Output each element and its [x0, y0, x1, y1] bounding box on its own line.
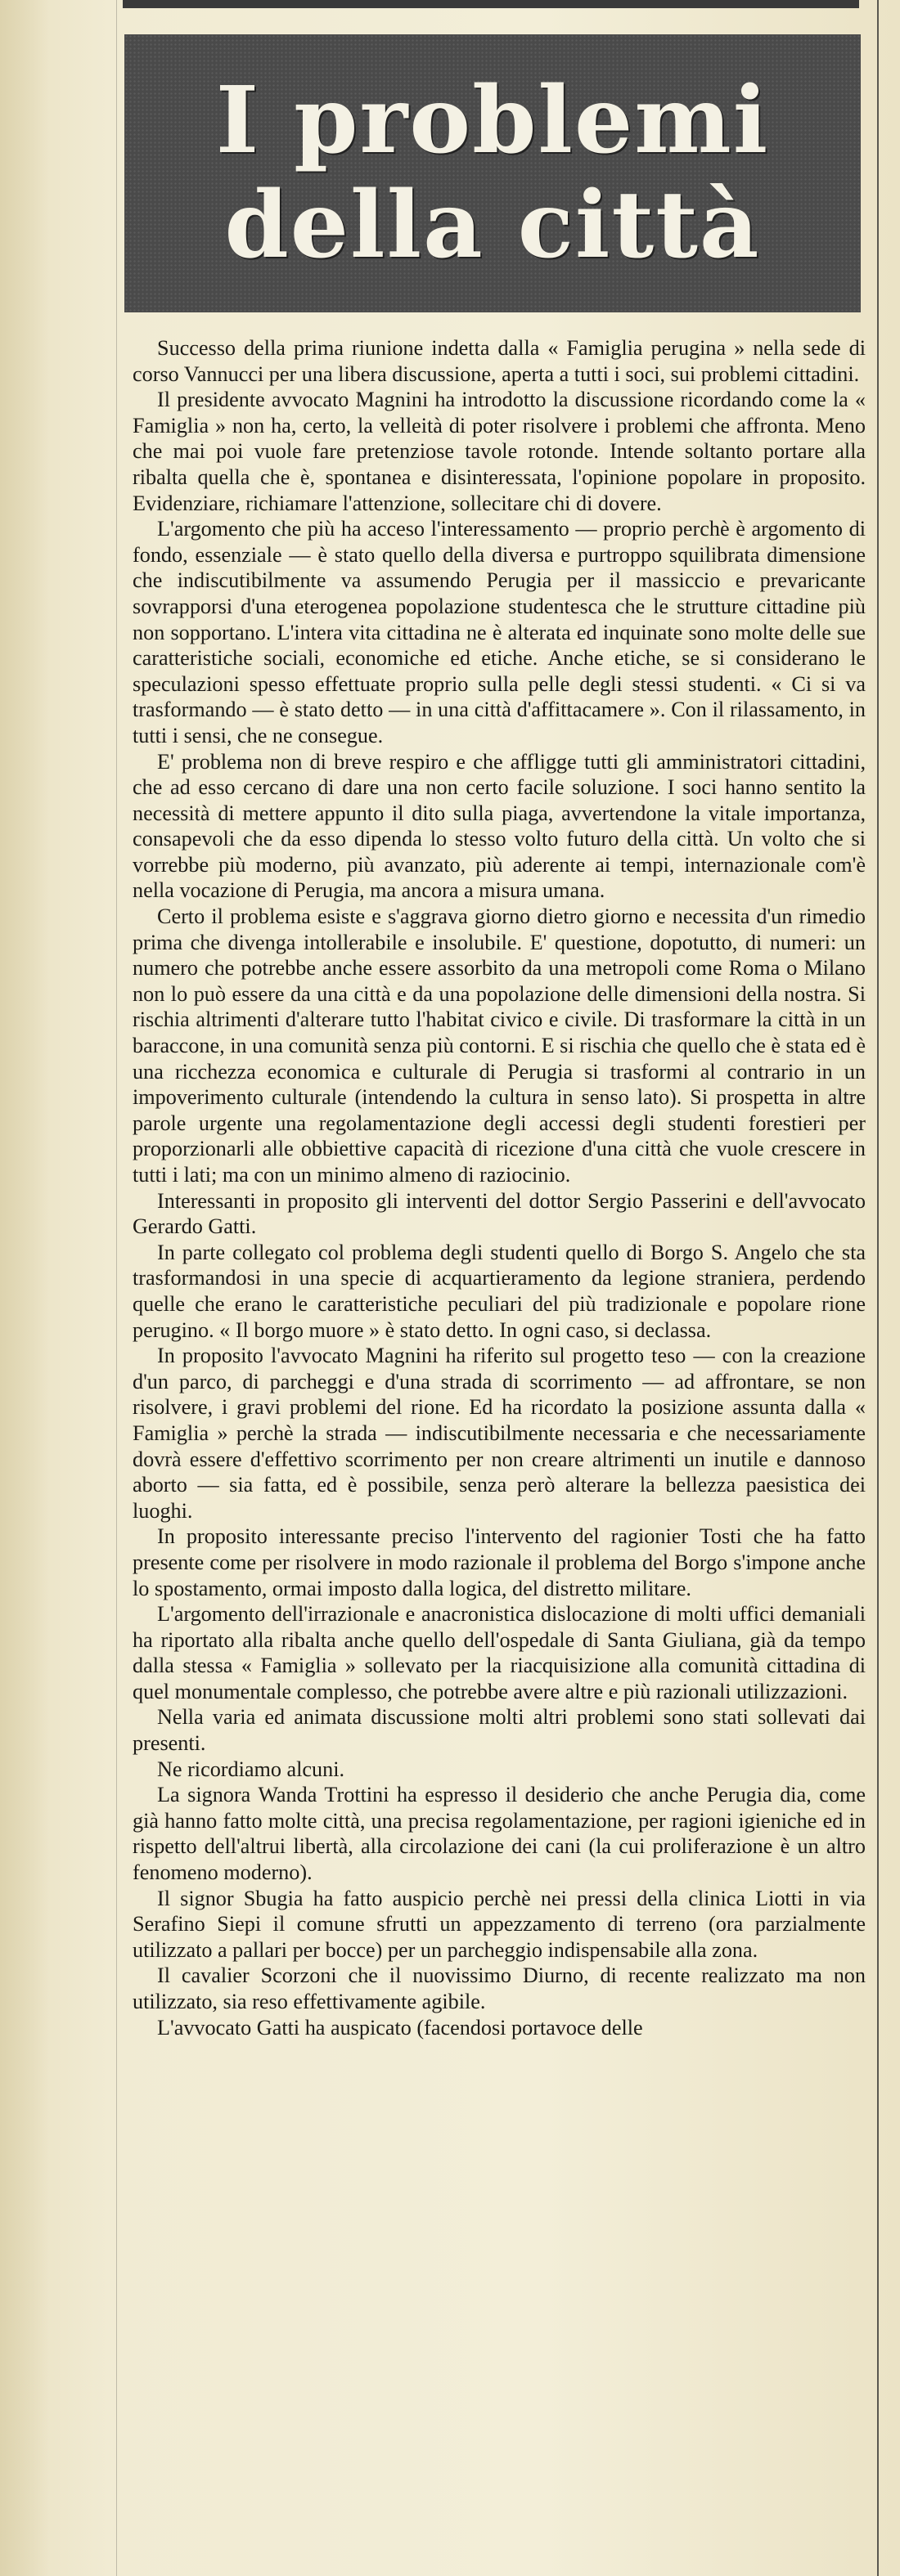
headline-line-1: I problemi: [215, 67, 770, 174]
top-rule: [123, 0, 859, 8]
headline-line-2: della città: [224, 172, 761, 279]
paragraph: E' problema non di breve respiro e che affligge tutti gli amministratori cittadini, che ad esso cercano di dare una non certo facile soluzione. I soci hanno sentito la necessità di mettere appunto il dito sulla piaga, avvertendone la vitale importanza, consapevoli che da esso dipenda lo stesso volto futuro della città. Un volto che si vorrebbe più moderno, più avanzato, più aderente ai tempi, internazionale com'è nella vocazione di Perugia, ma ancora a misura umana.: [133, 749, 866, 903]
paragraph: L'avvocato Gatti ha auspicato (facendosi portavoce delle: [157, 2015, 643, 2040]
paragraph: L'argomento che più ha acceso l'interessamento — proprio perchè è argomento di fondo, essenziale — è stato quello della diversa e purtroppo squilibrata dimensione che indiscutibilmente va assumendo Perugia per il massiccio e prevaricante sovrapporsi d'una eterogenea popolazione studentesca che le strutture cittadine più non sopportano. L'intera vita cittadina ne è alterata ed inquinate sono molte delle sue caratteristiche sociali, economiche ed etiche. Anche etiche, se si considerano le speculazioni spesso effettuate proprio sulla pelle degli stessi studenti. « Ci si va trasformando — è stato detto — in una città d'affittacamere ». Con il rilassamento, in tutti i sensi, che ne consegue.: [133, 517, 866, 747]
paragraph: In proposito l'avvocato Magnini ha riferito sul progetto teso — con la creazione d'un parco, di parcheggi e d'una strada di scorrimento — ad affrontare, se non risolvere, i gravi problemi del rione. Ed ha ricordato la posizione assunta dalla « Famiglia » perchè la strada — indiscutibilmente necessaria e che necessariamente dovrà essere d'effettivo scorrimento per non creare altrimenti un inutile e dannoso aborto — sia fatta, ed è possibile, senza però alterare la bellezza paesistica dei luoghi.: [133, 1344, 866, 1523]
article-body: [133, 335, 866, 2040]
paragraph: Il signor Sbugia ha fatto auspicio perchè nei pressi della clinica Liotti in via Serafino Siepi il comune sfrutti un appezzamento di terreno (ora parzialmente utilizzato a pallari per bocce) per un parcheggio indispensabile alla zona.: [133, 1886, 866, 1962]
paragraph: In proposito interessante preciso l'intervento del ragionier Tosti che ha fatto presente come per risolvere in modo razionale il problema del Borgo s'impone anche lo spostamento, ormai imposto dalla logica, del distretto militare.: [133, 1524, 866, 1600]
column-divider-right: [877, 0, 879, 2576]
paragraph: L'argomento dell'irrazionale e anacronistica dislocazione di molti uffici demaniali ha riportato alla ribalta anche quello dell'ospedale di Santa Giuliana, già da tempo dalla stessa « Famiglia » sollevato per la riacquisizione alla comunità cittadina di quel monumentale complesso, che potrebbe avere altre e più razionali utilizzazioni.: [133, 1602, 866, 1703]
paragraph: Successo della prima riunione indetta dalla « Famiglia perugina » nella sede di corso Vannucci per una libera discussione, aperta a tutti i soci, sui problemi cittadini.: [133, 336, 866, 386]
paragraph: Certo il problema esiste e s'aggrava giorno dietro giorno e necessita d'un rimedio prima che divenga intollerabile e insolubile. E' questione, dopotutto, di numeri: un numero che potrebbe anche essere assorbito da una metropoli come Roma o Milano non lo può essere da una città e da una popolazione delle dimensioni della nostra. Si rischia altrimenti d'alterare tutto l'habitat civico e civile. Di trasformare la città in un baraccone, in una comunità senza più contorni. E si rischia che quello che è stata ed è una ricchezza economica e culturale di Perugia si trasformi al contrario in un impoverimento culturale (intendendo la cultura in senso lato). Si prospetta in altre parole urgente una regolamentazione degli accessi degli studenti forestieri per proporzionarli alle obbiettive capacità di ricezione d'una città che vuole crescere in tutti i lati; ma con un minimo almeno di raziocinio.: [133, 904, 866, 1187]
paper-fold-shadow: [0, 0, 49, 2576]
paragraph: Interessanti in proposito gli interventi del dottor Sergio Passerini e dell'avvocato Gerardo Gatti.: [133, 1188, 866, 1239]
paragraph: In parte collegato col problema degli studenti quello di Borgo S. Angelo che sta trasformandosi in una specie di acquartieramento da legione straniera, perdendo quelle che erano le caratteristiche peculiari del più tradizionale e popolare rione perugino. « Il borgo muore » è stato detto. In ogni caso, si declassa.: [133, 1240, 866, 1342]
paragraph: Ne ricordiamo alcuni.: [157, 1757, 345, 1781]
paragraph: La signora Wanda Trottini ha espresso il desiderio che anche Perugia dia, come già hanno fatto molte città, una precisa regolamentazione, per ragioni igieniche ed in rispetto dell'altrui libertà, alla circolazione dei cani (la cui proliferazione è un altro fenomeno moderno).: [133, 1783, 866, 1885]
paragraph: Il presidente avvocato Magnini ha introdotto la discussione ricordando come la « Famiglia » non ha, certo, la velleità di poter risolvere i problemi che affronta. Meno che mai poi vuole fare pretenziose tavole rotonde. Intende soltanto portare alla ribalta quella che è, spontanea e disinteressata, l'opinione popolare in proposito. Evidenziare, richiamare l'attenzione, sollecitare chi di dovere.: [133, 388, 866, 515]
paragraph: Il cavalier Scorzoni che il nuovissimo Diurno, di recente realizzato ma non utilizzato, sia reso effettivamente agibile.: [133, 1963, 866, 2013]
paragraph: Nella varia ed animata discussione molti altri problemi sono stati sollevati dai presenti.: [133, 1705, 866, 1756]
column-divider-left: [116, 0, 117, 2576]
headline-box: [124, 34, 861, 312]
